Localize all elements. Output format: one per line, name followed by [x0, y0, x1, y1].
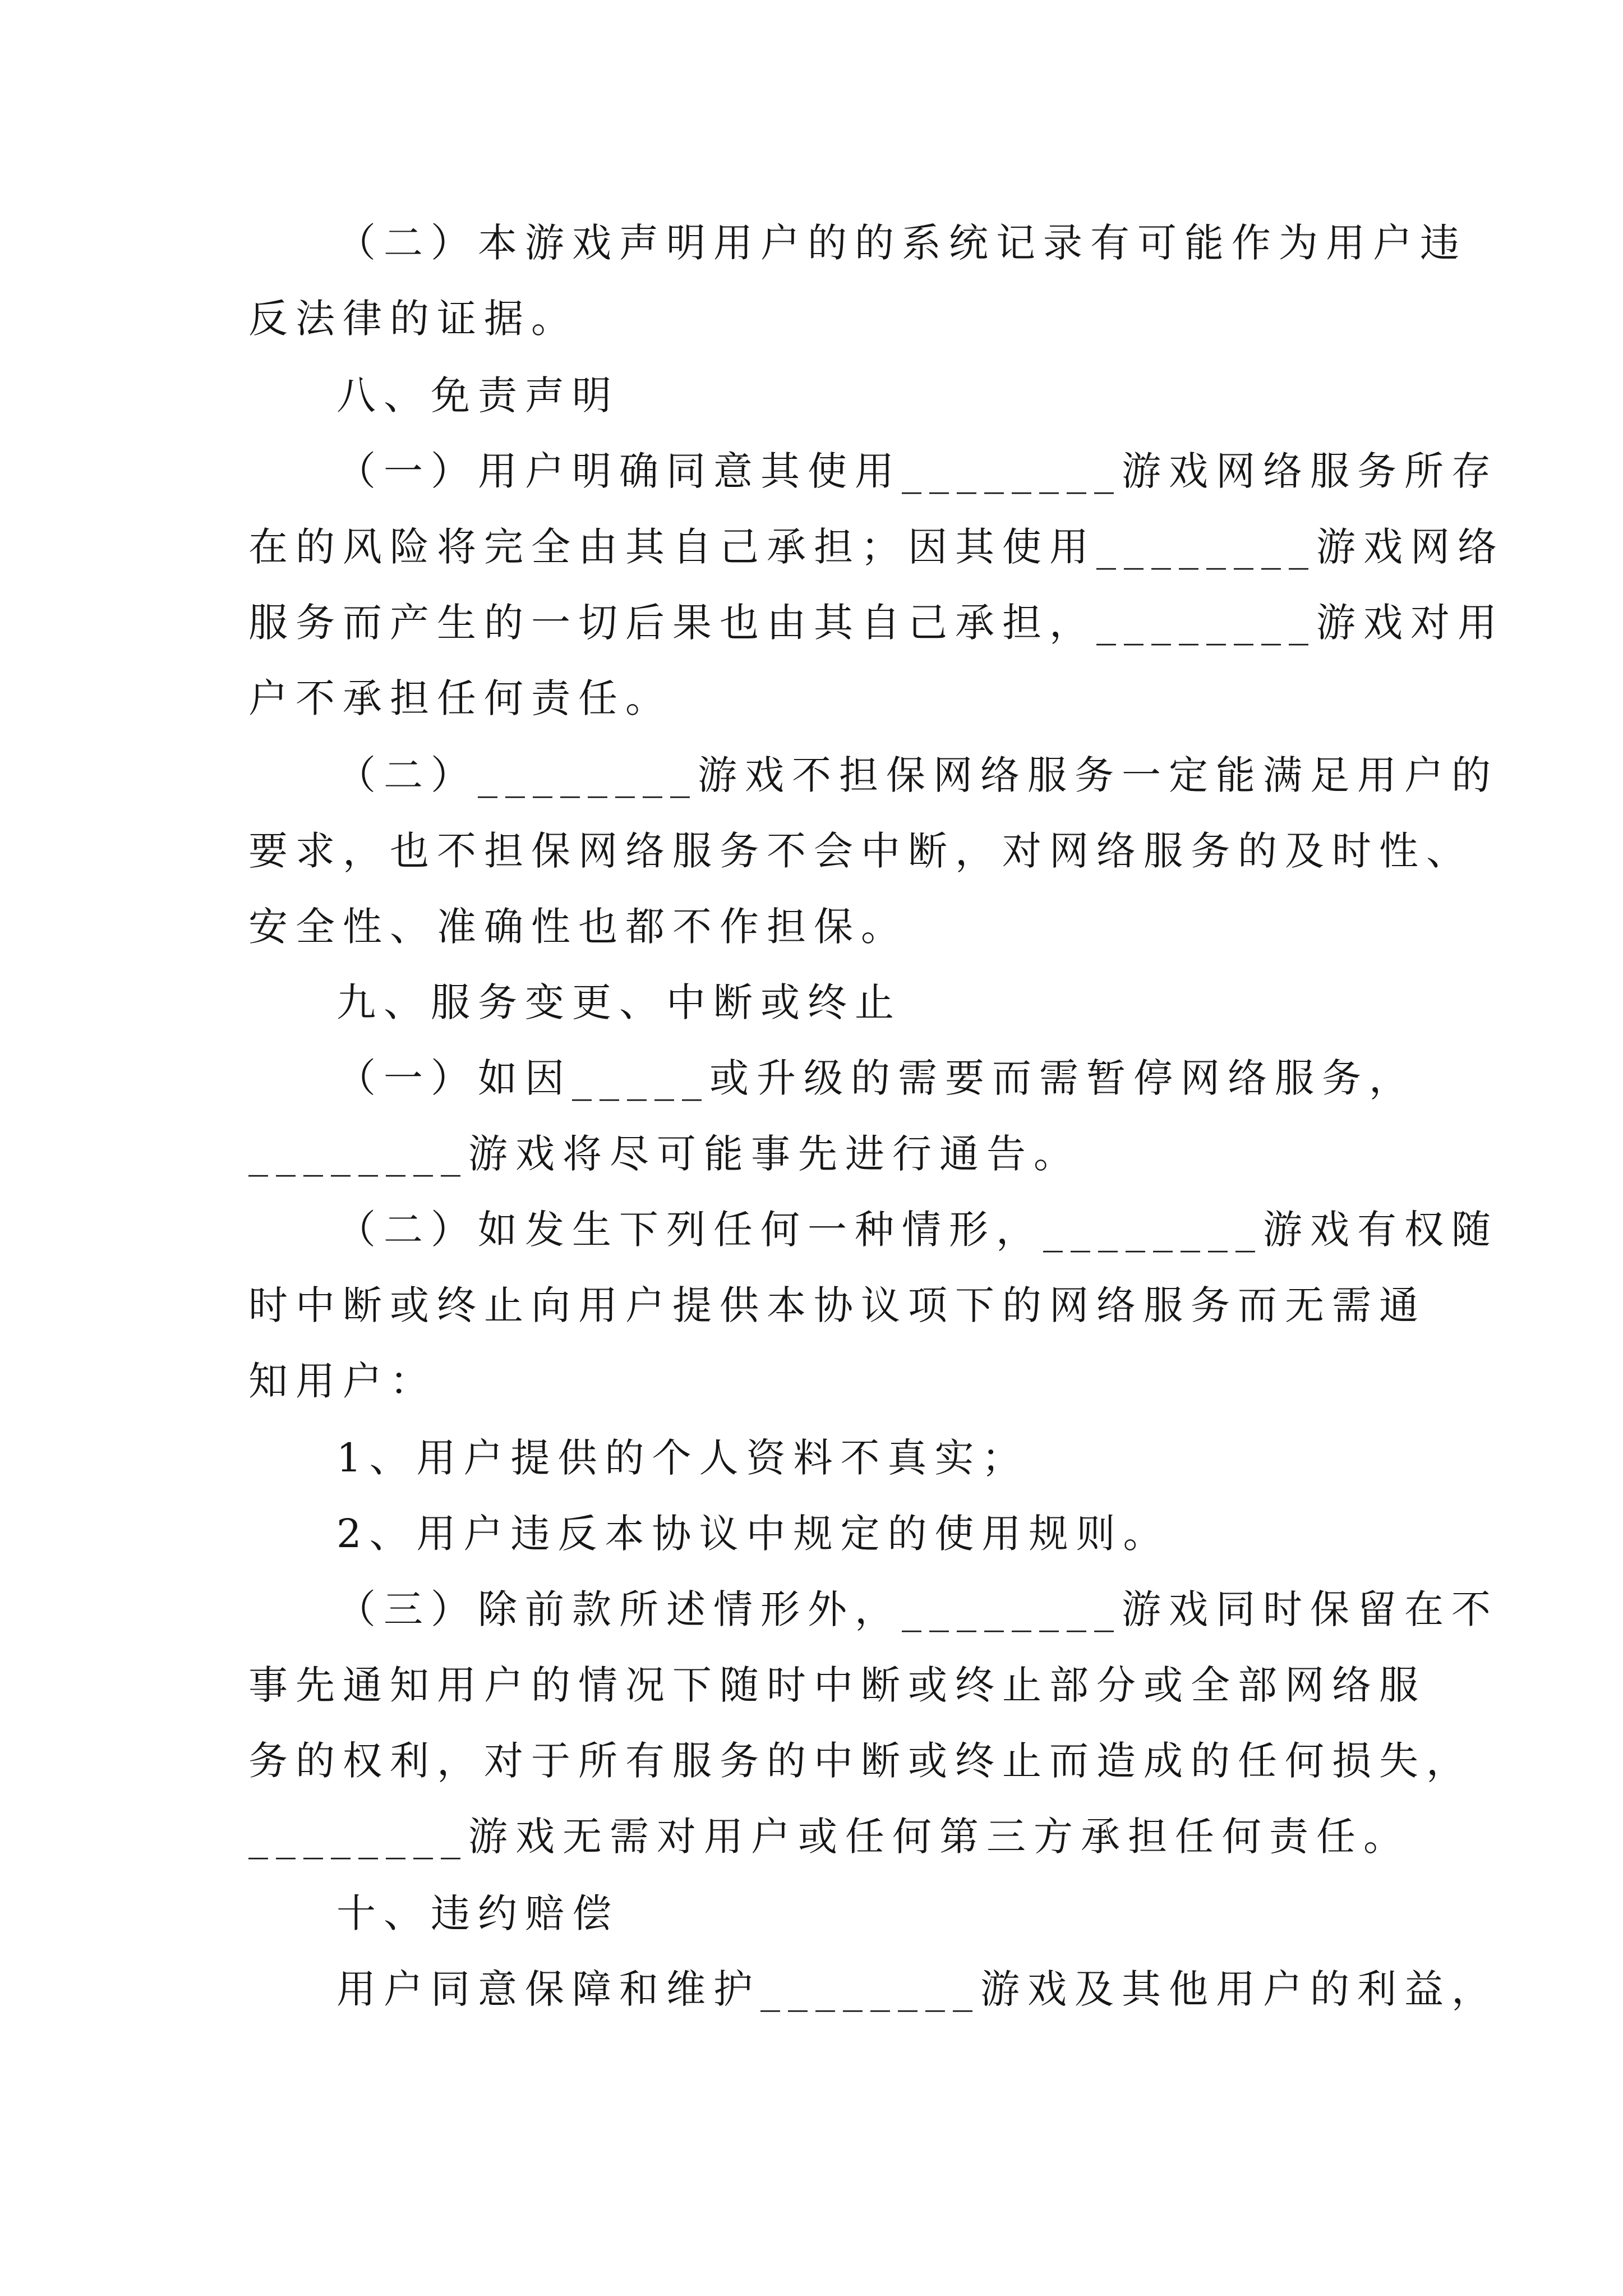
section-heading: 八、免责声明 [336, 372, 619, 418]
paragraph-line: 在的风险将完全由其自己承担；因其使用________游戏网络 [248, 524, 1505, 570]
list-item: 1、用户提供的个人资料不真实； [336, 1435, 1029, 1481]
paragraph-line: ________游戏无需对用户或任何第三方承担任何责任。 [248, 1814, 1410, 1860]
paragraph-line: （一）用户明确同意其使用________游戏网络服务所存 [336, 448, 1498, 494]
paragraph-line: （二）如发生下列任何一种情形，________游戏有权随 [336, 1207, 1498, 1253]
paragraph-line: 服务而产生的一切后果也由其自己承担，________游戏对用 [248, 600, 1505, 646]
paragraph-line: ________游戏将尽可能事先进行通告。 [248, 1131, 1081, 1177]
paragraph-line: 时中断或终止向用户提供本协议项下的网络服务而无需通 [248, 1282, 1426, 1328]
paragraph-line: 反法律的证据。 [248, 296, 578, 342]
paragraph-line: 知用户： [248, 1358, 437, 1404]
section-heading: 九、服务变更、中断或终止 [336, 979, 902, 1025]
paragraph-line: （三）除前款所述情形外，________游戏同时保留在不 [336, 1586, 1498, 1632]
paragraph-line: 务的权利，对于所有服务的中断或终止而造成的任何损失， [248, 1738, 1473, 1784]
paragraph-line: 事先通知用户的情况下随时中断或终止部分或全部网络服 [248, 1662, 1426, 1708]
paragraph-line: 安全性、准确性也都不作担保。 [248, 904, 908, 950]
paragraph-line: 要求，也不担保网络服务不会中断，对网络服务的及时性、 [248, 828, 1473, 874]
paragraph-line: （二）本游戏声明用户的的系统记录有可能作为用户违 [336, 220, 1467, 266]
paragraph-line: 户不承担任何责任。 [248, 675, 672, 721]
section-heading: 十、违约赔偿 [336, 1890, 619, 1936]
paragraph-line: （二）________游戏不担保网络服务一定能满足用户的 [336, 752, 1498, 798]
list-item: 2、用户违反本协议中规定的使用规则。 [336, 1511, 1170, 1557]
paragraph-line: 用户同意保障和维护________游戏及其他用户的利益， [336, 1966, 1498, 2012]
paragraph-line: （一）如因_____或升级的需要而需暂停网络服务， [336, 1055, 1416, 1101]
